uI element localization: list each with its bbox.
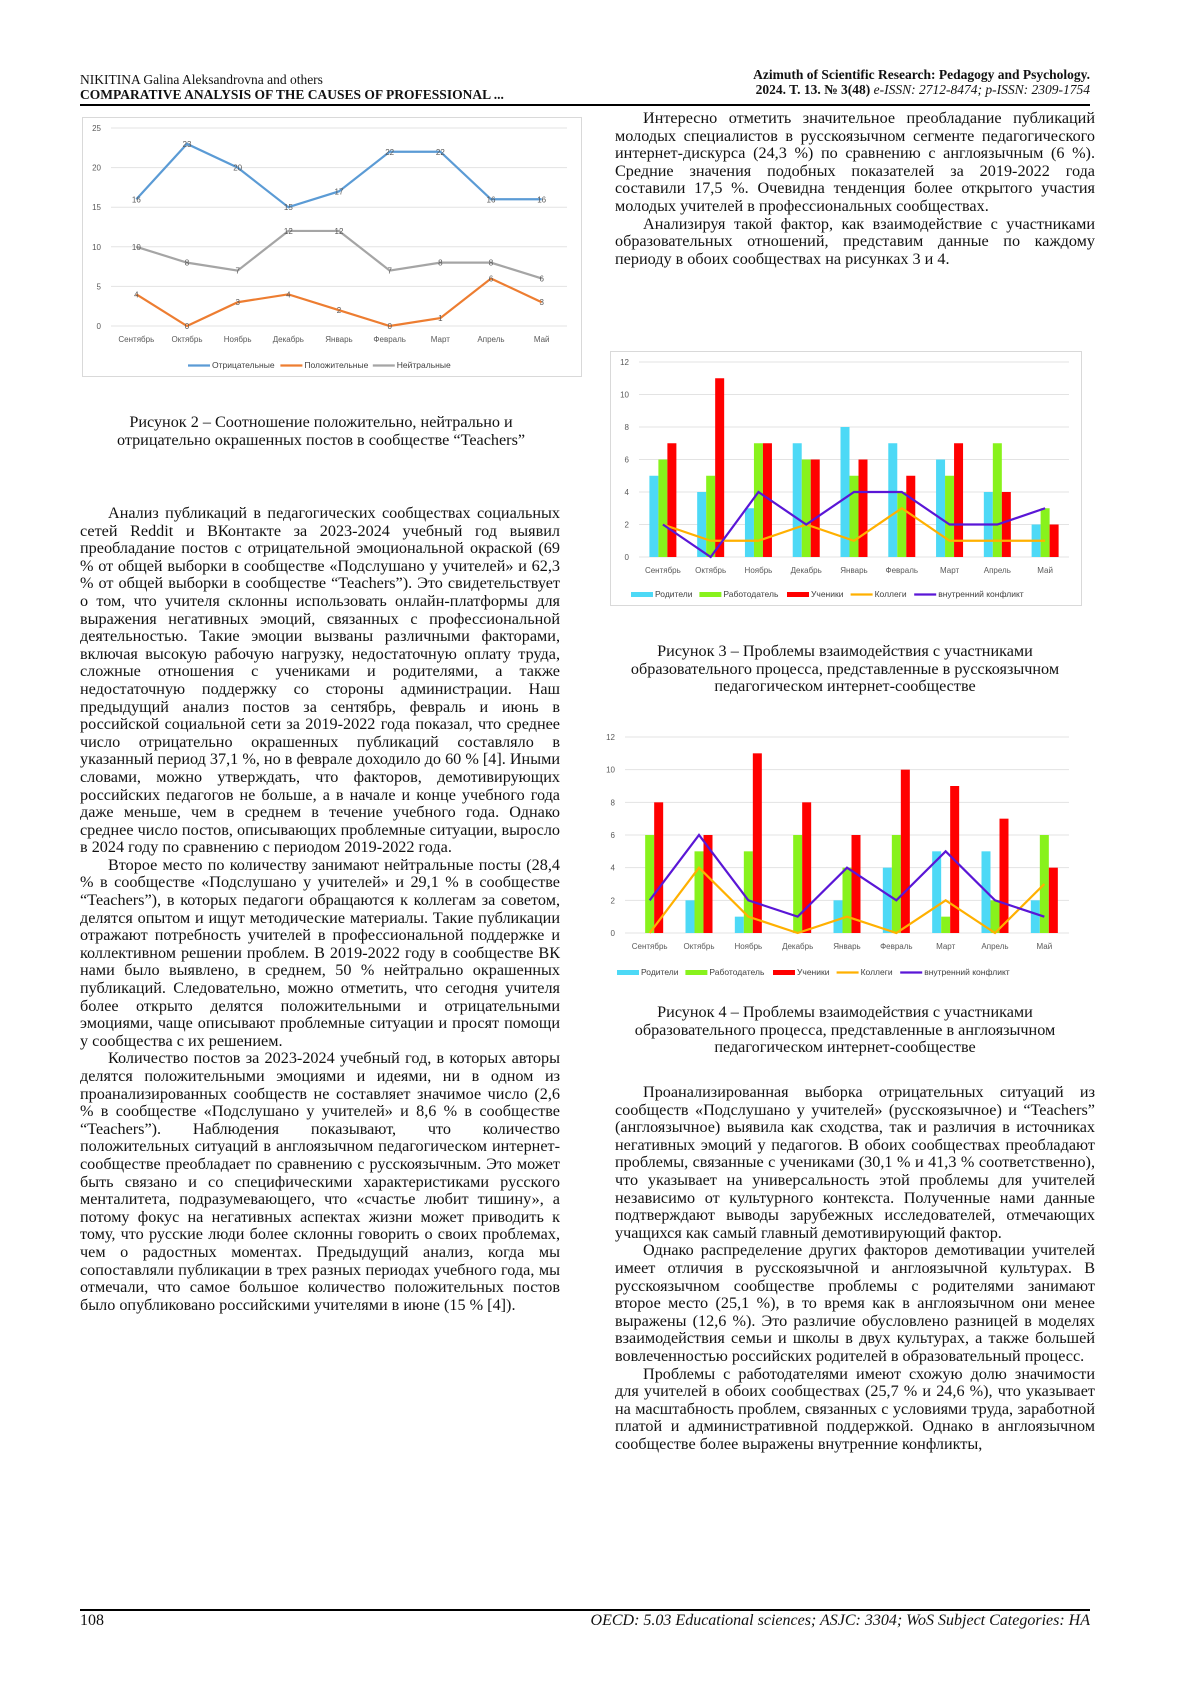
x-tick-label: Декабрь (272, 335, 304, 344)
bar (859, 460, 868, 558)
bar (888, 443, 897, 557)
figure-3-caption: Рисунок 3 – Проблемы взаимодействия с участниками образовательного процесса, представленные в русскоязычном педагогическом интернет-сообществе (630, 642, 1060, 696)
bar (1040, 835, 1049, 933)
x-tick-label: Май (1037, 566, 1053, 575)
x-tick-label: Май (533, 335, 550, 344)
y-tick-label: 12 (620, 358, 629, 367)
data-label: 20 (233, 163, 243, 173)
legend-label: Ученики (811, 589, 844, 599)
y-tick-label: 10 (620, 390, 629, 400)
y-tick-label: 2 (624, 520, 629, 530)
x-tick-label: Март (939, 566, 960, 575)
data-label: 0 (387, 322, 392, 331)
x-tick-label: Март (936, 942, 956, 951)
y-tick-label: 10 (606, 765, 615, 775)
figure-4-caption: Рисунок 4 – Проблемы взаимодействия с участниками образовательного процесса, представленные в англоязычном педагогическом интернет-сообществе (634, 1003, 1056, 1057)
data-label: 3 (539, 298, 544, 308)
bar (654, 802, 663, 933)
x-tick-label: Декабрь (782, 942, 814, 951)
x-tick-label: Сентябрь (644, 566, 681, 575)
paragraph: Анализ публикаций в педагогических сообществах социальных сетей Reddit и ВКонтакте за 2023-2024 учебный год выявил преобладание постов с отрицательной эмоциональной окраской (69 % от общей выборки в сообществе «Подслушано у учителей» и 62,3 % от общей выборки в сообществе “Teachers”). Это свидетельствует о том, что учителя склонны использовать онлайн-платформы для выражения негативных эмоций, связанных с профессиональной деятельностью. Такие эмоции вызваны различными факторами, включая высокую рабочую нагрузку, недостаточную оплату труда, сложные отношения с учениками и родителями, а также недостаточную поддержку со стороны администрации. Наш предыдущий анализ постов за сентябрь, февраль и июнь в российской социальной сети за 2019-2022 года показал, что среднее число отрицательно окрашенных публикаций составляло в указанный период 37,1 %, но в феврале доходило до 60 % [4]. Иными словами, можно утверждать, что факторов, демотивирующих российских педагогов не больше, а в начале и конце учебного года даже меньше, чем в среднем в течение учебного года. Однако среднее число постов, описывающих проблемные ситуации, выросло в 2024 году по сравнению с периодом 2019-2022 года. (80, 504, 560, 857)
y-tick-label: 0 (624, 553, 629, 562)
x-tick-label: Апрель (983, 566, 1011, 575)
x-tick-label: Ноябрь (734, 942, 763, 951)
y-tick-label: 4 (624, 488, 629, 497)
paragraph: Анализируя такой фактор, как взаимодействие с участниками образовательных отношений, представим данные по каждому периоду в обоих сообществах на рисунках 3 и 4. (615, 214, 1095, 268)
data-label: 12 (283, 226, 293, 236)
figure-3-chart (610, 351, 1082, 606)
bar (753, 753, 762, 933)
bar (658, 460, 667, 558)
bar (811, 460, 820, 558)
paragraph: Проблемы с работодателями имеют схожую долю значимости для учителей в обоих сообществах (25,7 % и 24,6 %), что указывает на масштабность проблем, связанных с условиями труда, заработной платой и административной поддержкой. Однако в англоязычном сообществе более выражены внутренние конфликты, (615, 1364, 1095, 1453)
bar (901, 770, 910, 933)
data-label: 8 (184, 258, 190, 268)
legend-label: Родители (641, 967, 679, 977)
legend-label: внутренний конфликт (938, 589, 1024, 599)
bar (793, 835, 802, 933)
x-tick-label: Февраль (373, 335, 406, 344)
x-tick-label: Январь (833, 942, 861, 951)
figure-3-svg (611, 352, 1081, 605)
legend-label: Работодатель (709, 967, 765, 977)
bar (1000, 819, 1009, 933)
y-tick-label: 5 (96, 282, 101, 292)
bar (892, 835, 901, 933)
bar (1049, 868, 1058, 933)
data-label: 8 (438, 258, 443, 268)
data-label: 1 (438, 314, 443, 324)
data-label: 17 (334, 187, 344, 197)
x-tick-label: Март (430, 335, 450, 344)
y-tick-label: 0 (96, 322, 101, 331)
article-title: COMPARATIVE ANALYSIS OF THE CAUSES OF PROFESSIONAL ... (80, 87, 504, 102)
page-number: 108 (80, 1612, 104, 1629)
bar (686, 900, 695, 933)
bar (1002, 492, 1011, 557)
data-label: 4 (286, 290, 291, 300)
data-label: 12 (334, 226, 344, 236)
x-tick-label: Январь (840, 566, 868, 575)
y-tick-label: 20 (92, 163, 101, 173)
data-label: 3 (235, 298, 240, 308)
left-column (80, 505, 560, 1314)
subject-classification: OECD: 5.03 Educational sciences; ASJC: 3304; WoS Subject Categories: HA (590, 1612, 1090, 1629)
journal-name: Azimuth of Scientific Research: Pedagogy and Psychology. (753, 67, 1090, 82)
data-label: 16 (131, 195, 141, 205)
legend-label: Коллеги (860, 967, 893, 977)
line-series (136, 278, 541, 326)
x-tick-label: Ноябрь (223, 335, 252, 344)
paragraph: Проанализированная выборка отрицательных ситуаций из сообществ «Подслушано у учителей» (русскоязычное) и “Teachers” (англоязычное) выявила как сходства, так и различия в источниках негативных эмоций у педагогов. В обоих сообществах преобладают проблемы, связанные с учениками (30,1 % и 41,3 % соответственно), что указывает на универсальность этой проблемы для учителей независимо от культурного контекста. Полученные нами данные подтверждают выводы зарубежных исследователей, отмечающих учащихся как самый главный демотивирующий фактор. (615, 1083, 1095, 1242)
x-tick-label: Сентябрь (631, 942, 668, 951)
legend-label: Отрицательные (212, 360, 275, 370)
bar (1031, 900, 1040, 933)
x-tick-label: Октябрь (695, 566, 727, 575)
bar (1050, 525, 1059, 558)
author-line: NIKITINA Galina Aleksandrovna and others (80, 72, 323, 87)
bar (883, 868, 892, 933)
line-series (136, 231, 541, 279)
bar (793, 443, 802, 557)
data-label: 10 (131, 242, 141, 252)
paragraph: Количество постов за 2023-2024 учебный год, в которых авторы делятся положительными эмоциями и идеями, ни в одном из проанализированных сообществ не составляет значимое число (2,6 % в сообществе «Подслушано у учителей» и 8,6 % в сообществе “Teachers”). Наблюдения показывают, что количество положительных ситуаций в англоязычном педагогическом интернет-сообществе преобладает по сравнению с русскоязычным. Это может быть связано и со специфическими характеристиками русского менталитета, подразумевающего, что «счастье любит тишину», а потому фокус на негативных аспектах жизни может приводить к тому, что русские люди более склонны говорить о своих проблемах, чем о радостных моментах. Предыдущий анализ, когда мы сопоставляли публикации в трех разных периодах учебного года, мы отмечали, что самое большое количество положительных постов было опубликовано российскими учителями в июне (15 % [4]). (80, 1049, 560, 1314)
x-tick-label: Октябрь (171, 335, 203, 344)
x-tick-label: Февраль (880, 942, 913, 951)
y-tick-label: 0 (610, 929, 615, 938)
right-column-top (615, 110, 1095, 268)
bar (945, 476, 954, 557)
bar (715, 378, 724, 557)
data-label: 7 (235, 266, 240, 276)
data-label: 23 (182, 139, 192, 149)
y-tick-label: 12 (606, 733, 615, 742)
x-tick-label: Декабрь (790, 566, 822, 575)
bar (802, 802, 811, 933)
data-label: 22 (435, 147, 445, 157)
paragraph: Второе место по количеству занимают нейтральные посты (28,4 % в сообществе «Подслушано у учителей» и 29,1 % в сообществе “Teachers”), в которых педагоги обращаются к коллегам за советом, делятся опытом и ищут методические материалы. Такие публикации отражают потребность учителей в профессиональной поддержке и коллективном решении проблем. В 2019-2022 году в сообществе ВК нами было выявлено, в среднем, 50 % нейтрально окрашенных публикаций. Следовательно, можно отметить, что сегодня учителя более открыто делятся положительными и отрицательными эмоциями, чаще описывают проблемные ситуации и просят помощи у сообщества с их решением. (80, 855, 560, 1050)
y-tick-label: 25 (92, 124, 101, 133)
header-rule (80, 104, 1090, 106)
legend-label: Коллеги (874, 589, 907, 599)
y-tick-label: 4 (610, 863, 615, 873)
bar (735, 917, 744, 933)
legend-label: Ученики (797, 967, 830, 977)
legend-label: Нейтральные (396, 360, 451, 370)
bar (745, 508, 754, 557)
x-tick-label: Апрель (981, 942, 1009, 951)
x-tick-label: Май (1036, 942, 1053, 951)
bar (843, 868, 852, 933)
bar (834, 900, 843, 933)
running-header-left (80, 72, 600, 102)
legend-label: внутренний конфликт (924, 967, 1010, 977)
data-label: 22 (385, 147, 395, 157)
y-tick-label: 6 (624, 455, 629, 465)
bar (1041, 508, 1050, 557)
data-label: 4 (134, 290, 139, 300)
bar (897, 492, 906, 557)
y-tick-label: 6 (610, 831, 615, 840)
bar (695, 851, 704, 933)
x-tick-label: Апрель (477, 335, 505, 344)
journal-issue: 2024. T. 13. № 3(48) e-ISSN: 2712-8474; p-ISSN: 2309-1754 (755, 82, 1090, 97)
data-label: 0 (184, 322, 190, 331)
figure-2-caption: Рисунок 2 – Соотношение положительно, нейтрально и отрицательно окрашенных постов в сообществе “Teachers” (116, 413, 526, 449)
y-tick-label: 8 (610, 798, 615, 808)
bar (850, 476, 859, 557)
x-tick-label: Октябрь (683, 942, 715, 951)
bar (667, 443, 676, 557)
footer-rule (80, 1609, 1090, 1611)
running-header-right (570, 67, 1090, 97)
x-tick-label: Сентябрь (118, 335, 155, 344)
y-tick-label: 10 (92, 242, 101, 252)
data-label: 2 (336, 306, 342, 316)
bar (744, 851, 753, 933)
bar (645, 835, 654, 933)
legend-label: Родители (655, 589, 693, 599)
bar (697, 492, 706, 557)
figure-2-svg (83, 118, 581, 376)
data-label: 15 (283, 203, 293, 213)
paragraph: Интересно отметить значительное преобладание публикаций молодых специалистов в русскоязычном сегменте педагогического интернет-дискурса (24,3 %) по сравнению с англоязычным (6 %). Средние значения подобных показателей за 2019-2022 года составили 17,5 %. Очевидна тенденция более открытого участия молодых учителей в профессиональных сообществах. (615, 109, 1095, 215)
legend-label: Положительные (304, 360, 369, 370)
legend-label: Работодатель (723, 589, 779, 599)
y-tick-label: 8 (624, 423, 629, 432)
paragraph: Однако распределение других факторов демотивации учителей имеет отличия в русскоязычной и англоязычной культурах. В русскоязычном сообществе проблемы с родителями занимают второе место (25,1 %), в то время как в англоязычном они менее выражены (12,6 %). Это различие обусловлено разницей в моделях взаимодействия семьи и школы в двух культурах, а также большей вовлеченностью российских родителей в образовательный процесс. (615, 1241, 1095, 1365)
figure-4-chart (596, 724, 1082, 984)
x-tick-label: Ноябрь (744, 566, 773, 575)
data-label: 7 (387, 266, 392, 276)
x-tick-label: Февраль (885, 566, 919, 575)
y-tick-label: 15 (92, 203, 101, 213)
data-label: 16 (537, 195, 547, 205)
bar (941, 917, 950, 933)
data-label: 6 (539, 274, 544, 284)
bar (936, 460, 945, 558)
figure-2-chart (82, 117, 582, 377)
bar (649, 476, 658, 557)
y-tick-label: 2 (610, 896, 615, 906)
data-label: 6 (488, 274, 494, 284)
data-label: 16 (486, 195, 496, 205)
bar (991, 900, 1000, 933)
bar (802, 460, 811, 558)
data-label: 8 (488, 258, 494, 268)
x-tick-label: Январь (325, 335, 353, 344)
right-column-bottom (615, 1084, 1095, 1453)
figure-4-svg (597, 725, 1081, 983)
line-series (136, 144, 541, 207)
bar (706, 476, 715, 557)
